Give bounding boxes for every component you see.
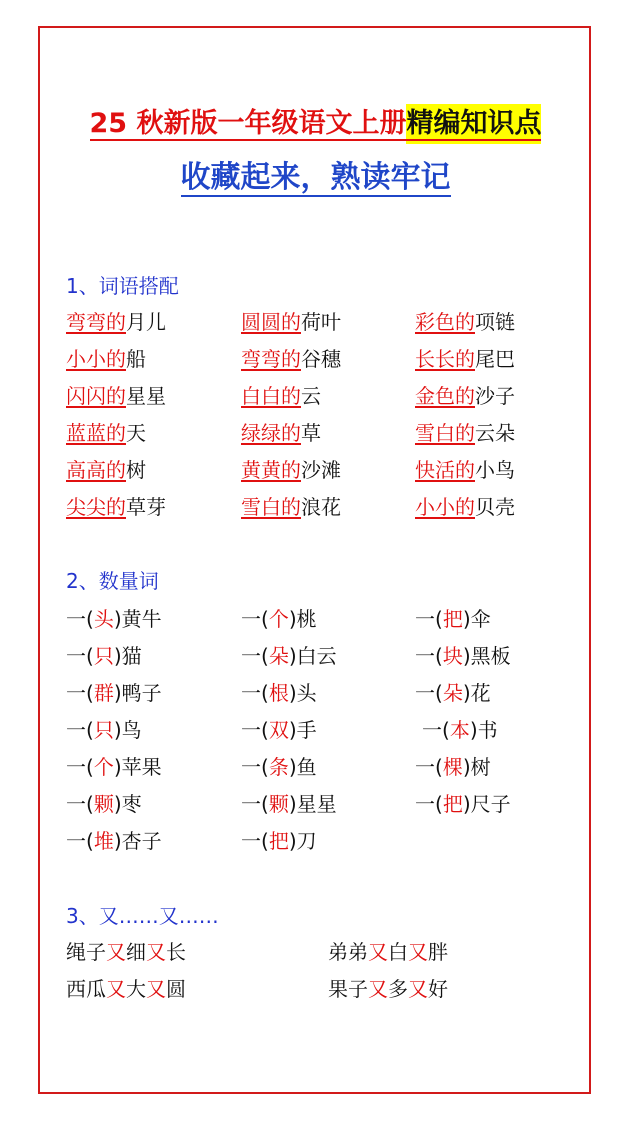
you-word: 又 (146, 940, 166, 964)
measure-word: 朵 (268, 644, 289, 668)
noun: 草芽 (126, 495, 166, 519)
adjective: 闪闪的 (66, 384, 126, 408)
collocation-item (241, 308, 341, 336)
measure-word: 根 (268, 681, 289, 705)
measure-word: 群 (93, 681, 114, 705)
measure-word: 个 (93, 755, 114, 779)
adjective: 长长的 (415, 347, 475, 371)
measure-word-item (241, 790, 337, 818)
measure-word-item (415, 605, 491, 633)
measure-word: 头 (93, 607, 114, 631)
measure-noun: )黑板 (462, 644, 511, 668)
you-word: 又 (368, 977, 388, 1001)
measure-prefix: 一( (415, 755, 443, 779)
adjective: 快活的 (415, 458, 475, 482)
measure-noun: )书 (469, 718, 498, 742)
subject: 西瓜 (66, 977, 106, 1001)
subject: 果子 (328, 977, 368, 1001)
measure-word: 把 (268, 829, 289, 853)
measure-word-item (241, 642, 337, 670)
measure-noun: )鸭子 (113, 681, 162, 705)
you-word: 又 (146, 977, 166, 1001)
trait: 胖 (428, 940, 448, 964)
measure-noun: )苹果 (113, 755, 162, 779)
noun: 云 (301, 384, 321, 408)
noun: 星星 (126, 384, 166, 408)
adjective: 绿绿的 (241, 421, 301, 445)
adjective: 黄黄的 (241, 458, 301, 482)
you-word: 又 (408, 977, 428, 1001)
collocation-item (241, 345, 341, 373)
trait: 细 (126, 940, 146, 964)
adjective: 弯弯的 (66, 310, 126, 334)
trait: 白 (388, 940, 408, 964)
measure-word: 把 (442, 607, 463, 631)
measure-word-item (241, 679, 317, 707)
noun: 浪花 (301, 495, 341, 519)
measure-prefix: 一( (241, 607, 269, 631)
noun: 云朵 (475, 421, 515, 445)
trait: 多 (388, 977, 408, 1001)
collocation-item (66, 382, 166, 410)
measure-prefix: 一( (66, 718, 94, 742)
measure-word-item (66, 753, 162, 781)
measure-word-item (422, 716, 498, 744)
measure-word-item (241, 716, 317, 744)
noun: 月儿 (126, 310, 166, 334)
trait: 大 (126, 977, 146, 1001)
noun: 沙子 (475, 384, 515, 408)
measure-prefix: 一( (241, 829, 269, 853)
measure-noun: )杏子 (113, 829, 162, 853)
measure-noun: )头 (288, 681, 317, 705)
measure-prefix: 一( (66, 681, 94, 705)
measure-word: 个 (268, 607, 289, 631)
measure-word-item (415, 679, 491, 707)
measure-noun: )星星 (288, 792, 337, 816)
measure-word: 颗 (268, 792, 289, 816)
collocation-item (66, 419, 146, 447)
measure-prefix: 一( (241, 644, 269, 668)
measure-word-item (241, 827, 317, 855)
noun: 树 (126, 458, 146, 482)
collocation-item (66, 345, 146, 373)
measure-word: 只 (93, 644, 114, 668)
measure-word: 双 (268, 718, 289, 742)
title-main: 25 秋新版一年级语文上册 (90, 104, 407, 144)
adjective: 白白的 (241, 384, 301, 408)
measure-word-item (415, 753, 491, 781)
trait: 圆 (166, 977, 186, 1001)
measure-prefix: 一( (415, 681, 443, 705)
measure-prefix: 一( (415, 607, 443, 631)
measure-word: 把 (442, 792, 463, 816)
noun: 项链 (475, 310, 515, 334)
adjective: 雪白的 (415, 421, 475, 445)
measure-noun: )鸟 (113, 718, 142, 742)
noun: 谷穗 (301, 347, 341, 371)
title-highlight: 精编知识点 (406, 104, 541, 144)
measure-noun: )手 (288, 718, 317, 742)
collocation-item (415, 382, 515, 410)
measure-prefix: 一( (66, 829, 94, 853)
measure-prefix: 一( (241, 792, 269, 816)
you-word: 又 (106, 977, 126, 1001)
measure-prefix: 一( (66, 644, 94, 668)
you-you-sentence (328, 975, 448, 1003)
page-title (0, 104, 631, 144)
trait: 长 (166, 940, 186, 964)
measure-word-item (415, 642, 511, 670)
measure-word-item (415, 790, 511, 818)
adjective: 小小的 (66, 347, 126, 371)
collocation-item (66, 308, 166, 336)
measure-noun: )猫 (113, 644, 142, 668)
section-heading-collocations: 1、词语搭配 (66, 274, 179, 298)
noun: 贝壳 (475, 495, 515, 519)
measure-word-item (241, 753, 317, 781)
measure-noun: )刀 (288, 829, 317, 853)
you-you-sentence (328, 938, 448, 966)
measure-prefix: 一( (241, 681, 269, 705)
collocation-item (415, 419, 515, 447)
measure-word-item (241, 605, 317, 633)
section-heading-you-you: 3、又……又…… (66, 904, 219, 928)
measure-word-item (66, 827, 162, 855)
measure-prefix: 一( (241, 755, 269, 779)
you-word: 又 (368, 940, 388, 964)
measure-prefix: 一( (66, 607, 94, 631)
you-you-sentence (66, 938, 186, 966)
measure-word: 颗 (93, 792, 114, 816)
measure-noun: )黄牛 (113, 607, 162, 631)
measure-word: 堆 (93, 829, 114, 853)
measure-prefix: 一( (66, 792, 94, 816)
measure-word-item (66, 679, 162, 707)
noun: 小鸟 (475, 458, 515, 482)
measure-noun: )花 (462, 681, 491, 705)
subject: 弟弟 (328, 940, 368, 964)
measure-noun: )尺子 (462, 792, 511, 816)
measure-word: 条 (268, 755, 289, 779)
noun: 草 (301, 421, 321, 445)
measure-word: 只 (93, 718, 114, 742)
measure-prefix: 一( (66, 755, 94, 779)
noun: 荷叶 (301, 310, 341, 334)
trait: 好 (428, 977, 448, 1001)
adjective: 雪白的 (241, 495, 301, 519)
measure-word-item (66, 790, 142, 818)
adjective: 高高的 (66, 458, 126, 482)
noun: 天 (126, 421, 146, 445)
measure-word: 本 (449, 718, 470, 742)
noun: 尾巴 (475, 347, 515, 371)
measure-word-item (66, 642, 142, 670)
measure-word: 朵 (442, 681, 463, 705)
measure-word: 棵 (442, 755, 463, 779)
measure-noun: )树 (462, 755, 491, 779)
collocation-item (241, 493, 341, 521)
measure-noun: )鱼 (288, 755, 317, 779)
measure-prefix: 一( (241, 718, 269, 742)
page-subtitle (0, 157, 631, 199)
you-word: 又 (408, 940, 428, 964)
adjective: 小小的 (415, 495, 475, 519)
subject: 绳子 (66, 940, 106, 964)
you-you-sentence (66, 975, 186, 1003)
you-word: 又 (106, 940, 126, 964)
noun: 船 (126, 347, 146, 371)
measure-word-item (66, 716, 142, 744)
measure-noun: )白云 (288, 644, 337, 668)
collocation-item (415, 345, 515, 373)
measure-prefix: 一( (415, 792, 443, 816)
measure-noun: )伞 (462, 607, 491, 631)
collocation-item (415, 456, 515, 484)
measure-prefix: 一( (422, 718, 450, 742)
noun: 沙滩 (301, 458, 341, 482)
subtitle-text: 收藏起来，熟读牢记 (180, 160, 451, 195)
adjective: 尖尖的 (66, 495, 126, 519)
measure-word-item (66, 605, 162, 633)
adjective: 圆圆的 (241, 310, 301, 334)
measure-noun: )桃 (288, 607, 317, 631)
collocation-item (415, 308, 515, 336)
collocation-item (241, 382, 321, 410)
adjective: 彩色的 (415, 310, 475, 334)
measure-word: 块 (442, 644, 463, 668)
measure-prefix: 一( (415, 644, 443, 668)
collocation-item (241, 456, 341, 484)
measure-noun: )枣 (113, 792, 142, 816)
collocation-item (66, 456, 146, 484)
adjective: 金色的 (415, 384, 475, 408)
collocation-item (66, 493, 166, 521)
adjective: 弯弯的 (241, 347, 301, 371)
section-heading-measure-words: 2、数量词 (66, 569, 159, 593)
collocation-item (415, 493, 515, 521)
collocation-item (241, 419, 321, 447)
adjective: 蓝蓝的 (66, 421, 126, 445)
